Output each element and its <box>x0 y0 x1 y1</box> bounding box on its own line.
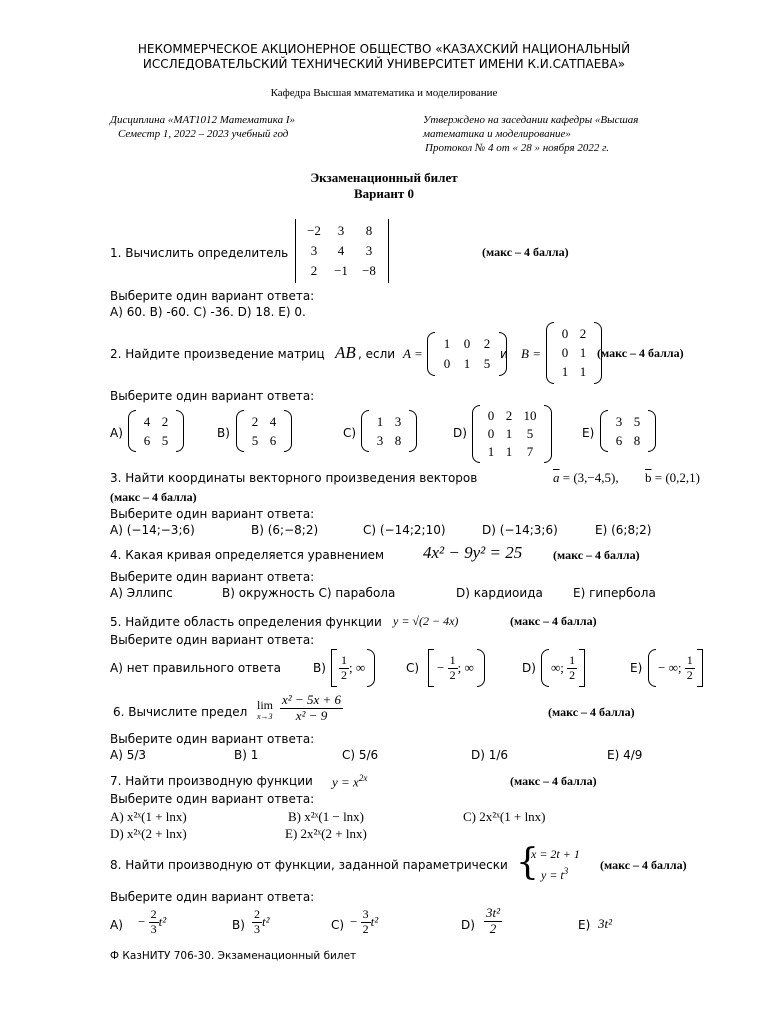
q8-text: 8. Найти производную от функции, заданной параметрически <box>110 858 508 872</box>
q4-equation: 4x² − 9y² = 25 <box>423 543 523 562</box>
matrix-cell: 0 <box>561 344 569 360</box>
q7-answer-d[interactable]: D) x²ˣ(2 + lnx) <box>110 826 187 841</box>
q5-answer-d: ∞ ; $\frac{1}{2}$ <box>541 649 585 687</box>
matrix-cell: −1 <box>334 263 348 278</box>
matrix-cell: 1 <box>505 426 513 441</box>
q8-answer-b <box>252 908 270 937</box>
q7-function-exp: 2x <box>358 773 368 783</box>
matrix-cell: 2 <box>251 413 259 429</box>
q7-text: 7. Найти производную функции <box>110 774 313 788</box>
q2-answer-c-matrix <box>361 410 417 452</box>
q5-d-numerator: 1 <box>569 652 576 667</box>
matrix-cell: 1 <box>561 364 569 380</box>
q6-text: 6. Вычислите предел <box>113 705 248 719</box>
q6-max-points: (макс – 4 балла) <box>548 705 635 719</box>
approved-line2: математика и моделирование» <box>423 128 571 140</box>
q5-answer-b: $\frac{1}{2}$ ; ∞ <box>331 649 375 687</box>
q5-d-denominator: 2 <box>569 667 576 682</box>
q8-d-denominator: 2 <box>489 920 497 936</box>
q6-answer-e[interactable]: E) 4/9 <box>607 748 643 762</box>
q5-answer-a[interactable]: A) нет правильного ответа <box>110 661 281 675</box>
matrix-cell: 2 <box>483 336 491 351</box>
q3-answer-b[interactable]: B) (6;−8;2) <box>251 523 319 537</box>
q8-c-denominator: 2 <box>362 921 369 936</box>
q8-a-minus: − <box>138 914 146 930</box>
q7-choose: Выберите один вариант ответа: <box>110 792 315 806</box>
q5-c-numerator: 1 <box>449 652 456 667</box>
q7-function <box>332 773 367 790</box>
q8-option-a[interactable]: A) <box>110 918 123 932</box>
q8-system-y-exp: 3 <box>563 866 569 876</box>
q5-option-b[interactable]: B) <box>313 661 326 675</box>
q5-answer-c: − $\frac{1}{2}$ ; ∞ <box>428 649 485 687</box>
q8-max-points: (макс – 4 балла) <box>600 858 687 872</box>
semester: Семестр 1, 2022 – 2023 учебный год <box>118 128 289 140</box>
q3-vector-a <box>553 470 619 486</box>
q8-c-minus: − <box>350 914 358 930</box>
ticket-title: Экзаменационный билет <box>310 170 458 185</box>
q7-answer-e[interactable]: E) 2x²ˣ(2 + lnx) <box>285 826 367 841</box>
q6-answer-a[interactable]: A) 5/3 <box>110 748 147 762</box>
q5-text: 5. Найдите область определения функции <box>110 615 382 629</box>
q6-answer-b[interactable]: B) 1 <box>234 748 259 762</box>
q5-d-infinity: ∞ <box>551 660 561 675</box>
matrix-cell: 5 <box>161 432 169 448</box>
q8-answer-e: 3t² <box>598 916 613 931</box>
q5-answer-e: − ∞ ; $\frac{1}{2}$ <box>648 649 703 687</box>
matrix-cell: 2 <box>505 408 513 423</box>
matrix-cell: 2 <box>310 263 318 278</box>
q2-option-c[interactable]: C) <box>343 426 357 440</box>
q3-answer-c[interactable]: C) (−14;2;10) <box>363 523 446 537</box>
q2-matrix-b <box>546 322 602 384</box>
matrix-cell: 5 <box>526 426 534 441</box>
q7-max-points: (макс – 4 балла) <box>510 774 597 788</box>
q5-option-d[interactable]: D) <box>522 661 536 675</box>
q7-answer-b[interactable]: B) x²ˣ(1 − lnx) <box>288 809 365 824</box>
matrix-cell: 3 <box>365 243 373 258</box>
q7-answer-c[interactable]: C) 2x²ˣ(1 + lnx) <box>463 809 546 824</box>
matrix-cell: 6 <box>143 432 151 448</box>
matrix-cell: 2 <box>161 413 169 429</box>
q2-and: и <box>500 347 508 361</box>
q8-b-t2: t² <box>262 914 270 930</box>
discipline: Дисциплина «MAT1012 Математика I» <box>110 114 296 126</box>
matrix-cell: 4 <box>143 413 151 429</box>
matrix-cell: 10 <box>523 408 537 423</box>
q3-answer-a[interactable]: A) (−14;−3;6) <box>110 523 195 537</box>
q6-answer-c[interactable]: C) 5/6 <box>342 748 379 762</box>
q8-option-e[interactable]: E) <box>578 918 591 932</box>
q1-answers: A) 60. B) -60. C) -36. D) 18. E) 0. <box>110 305 306 319</box>
org-name-line1: НЕКОММЕРЧЕСКОЕ АКЦИОНЕРНОЕ ОБЩЕСТВО «КАЗАХСКИЙ НАЦИОНАЛЬНЫЙ <box>137 42 631 56</box>
q6-lim-word: lim <box>257 698 274 712</box>
q5-option-e[interactable]: E) <box>630 661 643 675</box>
q4-answer-bc[interactable]: B) окружность C) парабола <box>222 586 396 600</box>
q5-e-neg-infinity: − ∞ <box>658 660 678 675</box>
matrix-cell: 1 <box>463 356 471 371</box>
matrix-cell: 3 <box>337 223 345 238</box>
q8-choose: Выберите один вариант ответа: <box>110 890 315 904</box>
q8-system-y <box>541 866 568 883</box>
q1-determinant <box>295 219 389 283</box>
q5-e-numerator: 1 <box>686 652 693 667</box>
matrix-cell: 2 <box>579 325 587 341</box>
matrix-cell: 8 <box>394 432 402 448</box>
q8-system-x: x = 2t + 1 <box>531 847 580 861</box>
q6-answer-d[interactable]: D) 1/6 <box>471 748 509 762</box>
q5-option-c[interactable]: C) <box>406 661 420 675</box>
q2-option-b[interactable]: B) <box>217 426 230 440</box>
q3-choose: Выберите один вариант ответа: <box>110 507 315 521</box>
q7-function-base: y = x <box>332 774 359 790</box>
matrix-cell: 1 <box>579 364 587 380</box>
q8-c-t2: t² <box>370 914 379 930</box>
q3-vector-b-value: = (0,2,1) <box>651 470 700 485</box>
q5-c-infinity: ∞ <box>464 660 474 675</box>
matrix-cell: 8 <box>633 432 641 448</box>
matrix-cell: 0 <box>487 426 495 441</box>
q3-answer-d[interactable]: D) (−14;3;6) <box>482 523 558 537</box>
matrix-cell: 0 <box>443 356 451 371</box>
q5-b-denominator: 2 <box>341 667 347 682</box>
q4-max-points: (макс – 4 балла) <box>553 548 640 562</box>
q6-choose: Выберите один вариант ответа: <box>110 732 315 746</box>
matrix-cell: 5 <box>483 356 491 371</box>
q2-text: 2. Найдите произведение матриц <box>110 347 325 361</box>
matrix-cell: 1 <box>579 344 587 360</box>
matrix-cell: 8 <box>365 223 373 238</box>
q6-limit <box>257 699 273 721</box>
q8-b-denominator: 3 <box>254 921 260 936</box>
q2-answer-b-matrix <box>236 410 292 452</box>
q2-a-label: A = <box>403 346 423 361</box>
q8-a-numerator: 2 <box>150 907 157 921</box>
q3-vector-b-symbol: $\overline{b}$ <box>645 470 652 485</box>
q3-vector-a-value: = (3,−4,5), <box>559 470 619 485</box>
matrix-cell: 4 <box>269 413 277 429</box>
matrix-cell: 1 <box>505 444 513 459</box>
q8-option-c[interactable]: C) <box>331 918 345 932</box>
q2-answer-d-matrix <box>472 405 552 463</box>
q8-a-t2: t² <box>158 914 167 930</box>
q5-c-denominator: 2 <box>449 667 456 682</box>
q2-if: , если <box>358 347 396 361</box>
matrix-cell: −8 <box>362 263 376 278</box>
approved-line1: Утверждено на заседании кафедры «Высшая <box>423 114 639 126</box>
q4-choose: Выберите один вариант ответа: <box>110 570 315 584</box>
q8-answer-d <box>484 906 502 937</box>
q2-option-d[interactable]: D) <box>453 426 467 440</box>
org-name-line2: ИССЛЕДОВАТЕЛЬСКИЙ ТЕХНИЧЕСКИЙ УНИВЕРСИТЕТ ИМЕНИ К.И.САТПАЕВА» <box>142 57 626 71</box>
q5-choose: Выберите один вариант ответа: <box>110 633 315 647</box>
q6-lim-sub: x→3 <box>257 712 273 721</box>
q2-max-points: (макс – 4 балла) <box>597 346 684 360</box>
matrix-cell: 1 <box>376 413 384 429</box>
matrix-cell: 6 <box>615 432 623 448</box>
matrix-cell: 5 <box>633 413 641 429</box>
q5-c-minus: − <box>437 660 445 675</box>
q8-b-numerator: 2 <box>254 907 260 921</box>
q2-option-e[interactable]: E) <box>582 426 595 440</box>
matrix-cell: 3 <box>376 432 384 448</box>
department: Кафедра Высшая мматематика и моделирование <box>270 87 498 99</box>
q7-answer-a[interactable]: A) x²ˣ(1 + lnx) <box>110 809 187 824</box>
q4-answer-a[interactable]: A) Эллипс <box>110 586 173 600</box>
q2-option-a[interactable]: A) <box>110 426 123 440</box>
q8-c-numerator: 3 <box>362 907 369 921</box>
q1-text: 1. Вычислить определитель <box>110 246 289 260</box>
matrix-cell: 4 <box>337 243 345 258</box>
q8-option-b[interactable]: B) <box>232 918 245 932</box>
q8-option-d[interactable]: D) <box>461 918 475 932</box>
q6-fraction <box>280 693 343 724</box>
matrix-cell: 7 <box>526 444 534 459</box>
q8-answer-c <box>350 908 378 937</box>
q3-vector-a-symbol: $\overline{a}$ <box>553 470 560 485</box>
q8-d-numerator: 3t² <box>486 905 501 920</box>
q1-max-points: (макс – 4 балла) <box>482 245 569 259</box>
q5-e-denominator: 2 <box>686 667 693 682</box>
q8-a-denominator: 3 <box>150 921 157 936</box>
q4-answer-e[interactable]: E) гипербола <box>573 586 656 600</box>
q6-numerator: x² − 5x + 6 <box>282 692 341 707</box>
matrix-cell: 3 <box>310 243 318 258</box>
q4-answer-d[interactable]: D) кардиоида <box>456 586 543 600</box>
matrix-cell: 3 <box>615 413 623 429</box>
q5-function: y = √(2 − 4x) <box>393 614 459 628</box>
matrix-cell: 5 <box>251 432 259 448</box>
protocol: Протокол № 4 от « 28 » ноября 2022 г. <box>425 142 610 154</box>
q2-b-label: B = <box>521 346 541 361</box>
matrix-cell: 0 <box>487 408 495 423</box>
q3-vector-b <box>645 470 700 486</box>
q8-answer-a <box>138 908 166 937</box>
q2-choose: Выберите один вариант ответа: <box>110 389 315 403</box>
q2-matrix-a <box>427 332 507 376</box>
matrix-cell: −2 <box>307 223 321 238</box>
q3-answer-e[interactable]: E) (6;8;2) <box>595 523 652 537</box>
matrix-cell: 3 <box>394 413 402 429</box>
q6-denominator: x² − 9 <box>295 707 328 723</box>
q5-b-infinity: ∞ <box>355 660 366 675</box>
q3-text: 3. Найти координаты векторного произведения векторов <box>110 471 478 485</box>
q1-choose: Выберите один вариант ответа: <box>110 289 315 303</box>
matrix-cell: 0 <box>463 336 471 351</box>
q2-ab: AB <box>335 343 356 362</box>
q5-max-points: (макс – 4 балла) <box>510 614 597 628</box>
q4-text: 4. Какая кривая определяется уравнением <box>110 548 385 562</box>
q2-answer-e-matrix <box>600 410 656 452</box>
q5-b-numerator: 1 <box>341 652 347 667</box>
q2-answer-a-matrix <box>128 410 184 452</box>
matrix-cell: 1 <box>487 444 495 459</box>
q3-max-points: (макс – 4 балла) <box>110 490 197 504</box>
variant: Вариант 0 <box>353 186 415 201</box>
matrix-cell: 6 <box>269 432 277 448</box>
matrix-cell: 1 <box>443 336 451 351</box>
q8-system-y-base: y = t <box>541 868 564 882</box>
footer-form-code: Ф КазНИТУ 706-30. Экзаменационный билет <box>110 950 357 962</box>
q8-system-brace: { <box>516 842 539 883</box>
matrix-cell: 0 <box>561 325 569 341</box>
